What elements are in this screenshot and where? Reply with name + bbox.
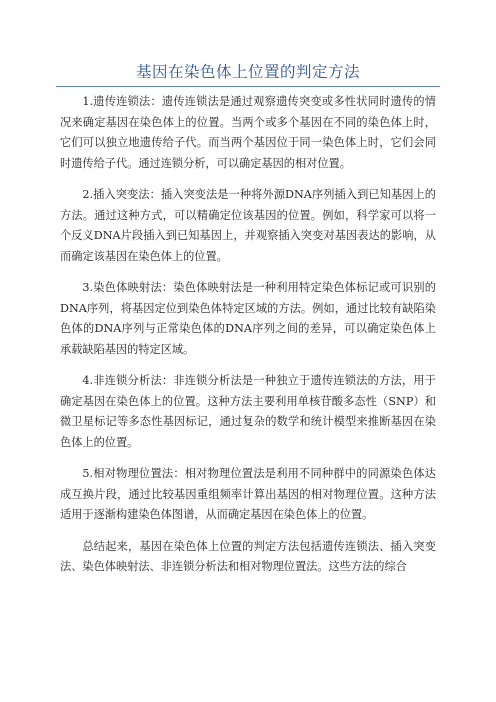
paragraph-insertion-mutation: 2.插入突变法：插入突变法是一种将外源DNA序列插入到已知基因上的方法。通过这种方式，可以精确定位该基因的位置。例如，科学家可以将一个反义DNA片段插入到已知基因上，并观察插入突变对基因表达的影响，从而确定该基因在染色体上的位置。 xyxy=(60,188,436,263)
document-title: 基因在染色体上位置的判定方法 xyxy=(135,63,360,81)
paragraph-genetic-linkage: 1.遗传连锁法：遗传连锁法是通过观察遗传突变或多性状同时遗传的情况来确定基因在染色体上的位置。当两个或多个基因在不同的染色体上时，它们可以独立地遗传给子代。而当两个基因位于同一染色体上时，它们会同时遗传给子代。通过连锁分析，可以确定基因的相对位置。 xyxy=(60,95,436,170)
paragraph-summary: 总结起来，基因在染色体上位置的判定方法包括遗传连锁法、插入突变法、染色体映射法、非连锁分析法和相对物理位置法。这些方法的综合 xyxy=(60,539,436,573)
paragraph-relative-physical-position: 5.相对物理位置法：相对物理位置法是利用不同种群中的同源染色体达成互换片段，通过比较基因重组频率计算出基因的相对物理位置。这种方法适用于逐渐构建染色体图谱，从而确定基因在染色体上的位置。 xyxy=(60,467,436,521)
title-underline xyxy=(56,86,440,87)
paragraph-non-linkage-analysis: 4.非连锁分析法：非连锁分析法是一种独立于遗传连锁法的方法，用于确定基因在染色体上的位置。这种方法主要利用单核苷酸多态性（SNP）和微卫星标记等多态性基因标记，通过复杂的数学和统计模型来推断基因在染色体上的位置。 xyxy=(60,374,436,449)
document-body xyxy=(60,92,436,589)
paragraph-chromosome-mapping: 3.染色体映射法：染色体映射法是一种利用特定染色体标记或可识别的DNA序列，将基因定位到染色体特定区域的方法。例如，通过比较有缺陷染色体的DNA序列与正常染色体的DNA序列之间的差异，可以确定染色体上承载缺陷基因的特定区域。 xyxy=(60,281,436,356)
